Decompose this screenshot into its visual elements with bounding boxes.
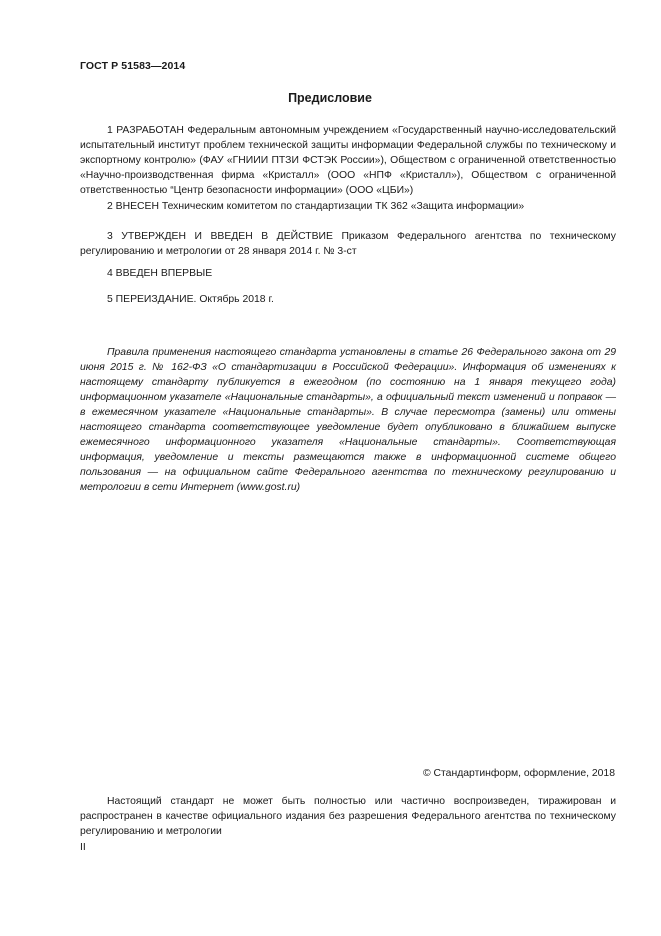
foreword-item-5: 5 ПЕРЕИЗДАНИЕ. Октябрь 2018 г. <box>107 294 274 305</box>
page-title: Предисловие <box>288 91 372 105</box>
foreword-item-1: 1 РАЗРАБОТАН Федеральным автономным учреждением «Государственный научно-исследовательский испытательный институт проблем технической защиты информации Федеральной службы по техническому и экспортному контролю» (ФАУ «ГНИИИ ПТЗИ ФСТЭК России»), Обществом с ограниченной ответственностью «Научно-производственная фирма «Кристалл» (ООО «НПФ «Кристалл»), Обществом с ограниченной ответственностью “Центр безопасности информации» (ООО «ЦБИ») <box>80 125 616 196</box>
foreword-item-3: 3 УТВЕРЖДЕН И ВВЕДЕН В ДЕЙСТВИЕ Приказом Федерального агентства по техническому регулированию и метрологии от 28 января 2014 г. № 3-ст <box>80 231 616 257</box>
page-number: II <box>80 842 86 853</box>
foreword-item-4: 4 ВВЕДЕН ВПЕРВЫЕ <box>107 268 213 279</box>
foreword-item-2: 2 ВНЕСЕН Техническим комитетом по стандартизации ТК 362 «Защита информации» <box>107 201 525 212</box>
reproduction-notice: Настоящий стандарт не может быть полностью или частично воспроизведен, тиражирован и распространен в качестве официального издания без разрешения Федерального агентства по техническому регулированию и метрологии <box>80 796 616 837</box>
standard-application-notice: Правила применения настоящего стандарта установлены в статье 26 Федерального закона от 29 июня 2015 г. № 162-ФЗ «О стандартизации в Российской Федерации». Информация об изменениях к настоящему стандарту публикуется в ежегодном (по состоянию на 1 января текущего года) информационном указателе «Национальные стандарты», а официальный текст изменений и поправок — в ежемесячном указателе «Национальные стандарты». В случае пересмотра (замены) или отмены настоящего стандарта соответствующее уведомление будет опубликовано в ближайшем выпуске ежемесячного информационного указателя «Национальные стандарты». Соответствующая информация, уведомление и тексты размещаются также в информационной системе общего пользования — на официальном сайте Федерального агентства по техническому регулированию и метрологии в сети Интернет (www.gost.ru) <box>80 347 616 493</box>
copyright: © Стандартинформ, оформление, 2018 <box>422 768 615 779</box>
page-header: ГОСТ Р 51583—2014 <box>80 60 186 72</box>
